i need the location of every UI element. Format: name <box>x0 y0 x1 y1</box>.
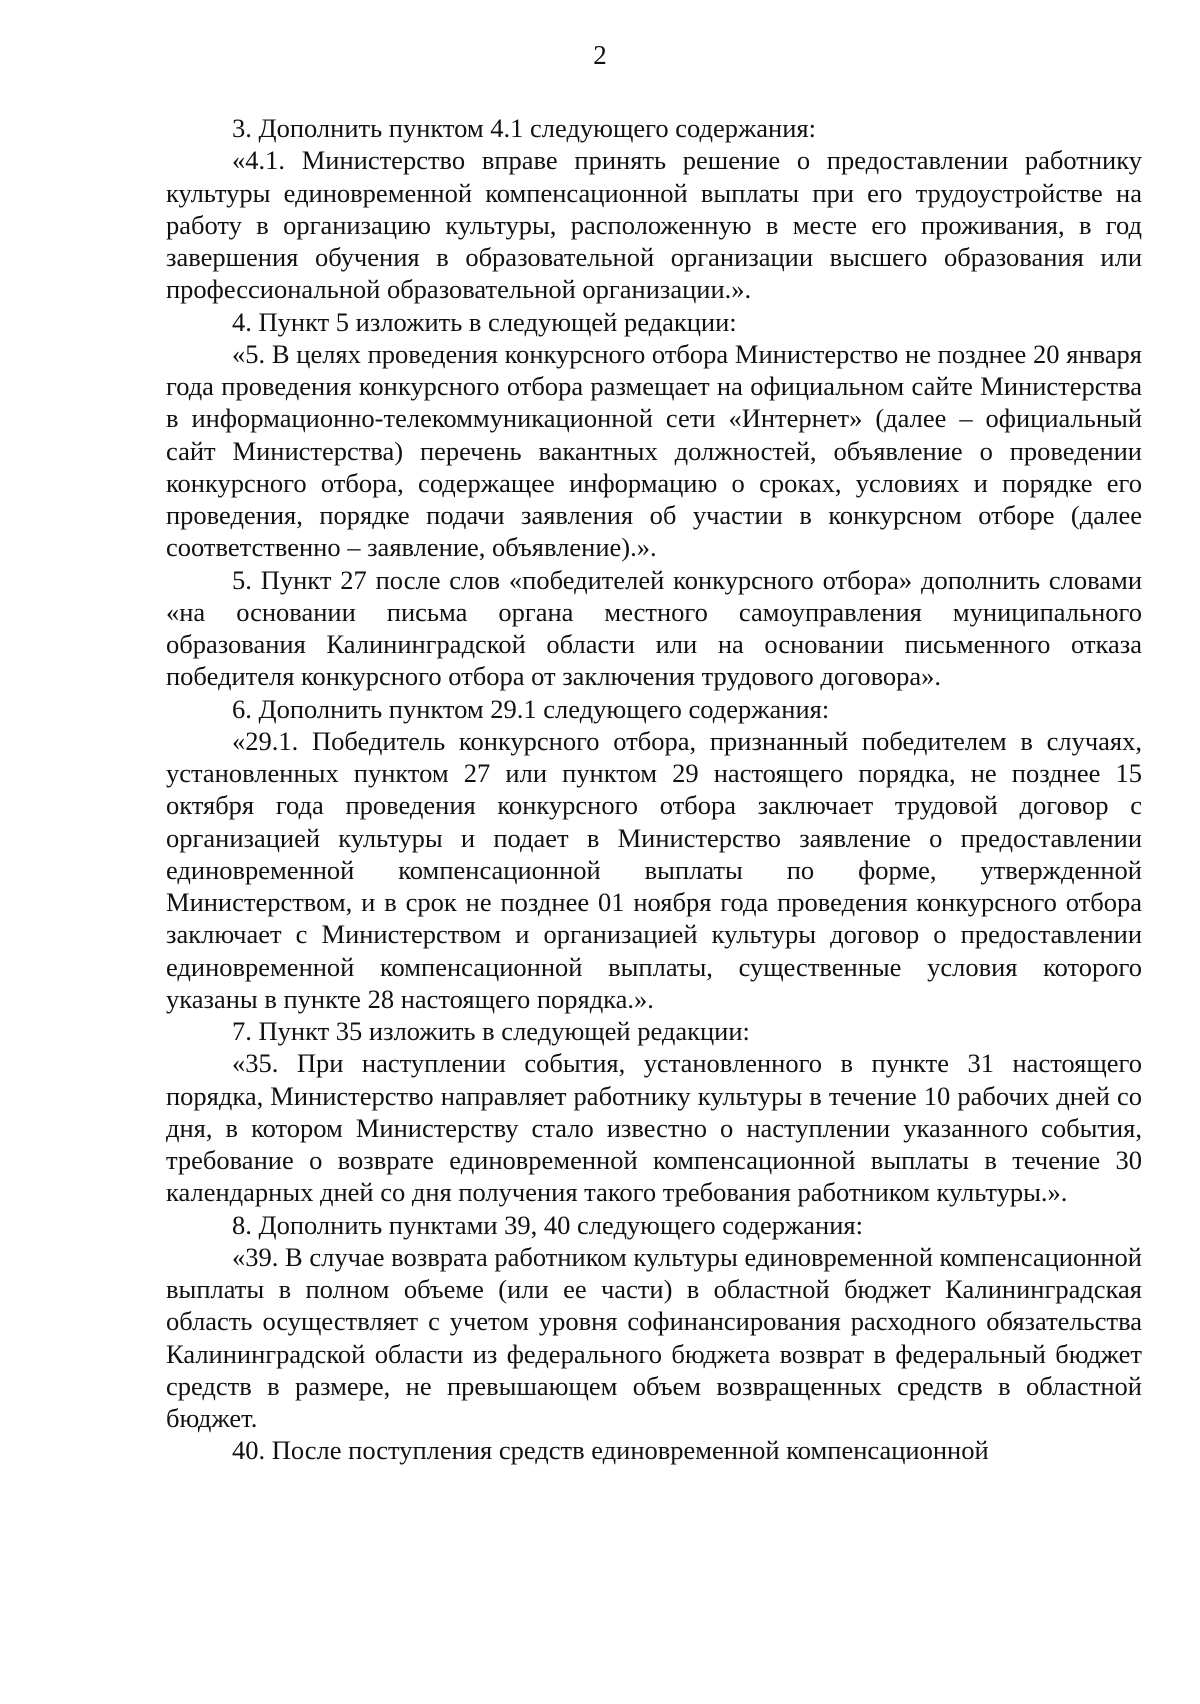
paragraph-40: 40. После поступления средств единовременной компенсационной <box>232 1435 989 1466</box>
paragraph-item-8: 8. Дополнить пунктами 39, 40 следующего содержания: <box>232 1209 863 1240</box>
document-body <box>166 112 1142 1467</box>
paragraph-39: «39. В случае возврата работником культуры единовременной компенсационной выплаты в полном объеме (или ее части) в областной бюджет Калининградская область осуществляет с учетом уровня софинансирования расходного обязательства Калининградской области из федерального бюджета возврат в федеральный бюджет средств в размере, не превышающем объем возвращенных средств в областной бюджет. <box>166 1241 1142 1433</box>
paragraph-item-5: 5. Пункт 27 после слов «победителей конкурсного отбора» дополнить словами «на основании письма органа местного самоуправления муниципального образования Калининградской области или на основании письменного отказа победителя конкурсного отбора от заключения трудового договора». <box>166 564 1142 692</box>
paragraph-item-6: 6. Дополнить пунктом 29.1 следующего содержания: <box>232 693 830 724</box>
paragraph-item-3: 3. Дополнить пунктом 4.1 следующего содержания: <box>232 113 816 143</box>
paragraph-item-4: 4. Пункт 5 изложить в следующей редакции: <box>232 306 737 337</box>
paragraph-item-7: 7. Пункт 35 изложить в следующей редакции: <box>232 1016 750 1046</box>
page-number: 2 <box>593 40 607 70</box>
paragraph-29-1: «29.1. Победитель конкурсного отбора, признанный победителем в случаях, установленных пунктом 27 или пунктом 29 настоящего порядка, не позднее 15 октября года проведения конкурсного отбора заключает трудовой договор с организацией культуры и подает в Министерство заявление о предоставлении единовременной компенсационной выплаты по форме, утвержденной Министерством, и в срок не позднее 01 ноября года проведения конкурсного отбора заключает с Министерством и организацией культуры договор о предоставлении единовременной компенсационной выплаты, существенные условия которого указаны в пункте 28 настоящего порядка.». <box>166 725 1142 1014</box>
paragraph-35: «35. При наступлении события, установленного в пункте 31 настоящего порядка, Министерство направляет работнику культуры в течение 10 рабочих дней со дня, в котором Министерству стало известно о наступлении указанного события, требование о возврате единовременной компенсационной выплаты в течение 30 календарных дней со дня получения такого требования работником культуры.». <box>166 1048 1142 1208</box>
paragraph-5: «5. В целях проведения конкурсного отбора Министерство не позднее 20 января года проведения конкурсного отбора размещает на официальном сайте Министерства в информационно-телекоммуникационной сети «Интернет» (далее – официальный сайт Министерства) перечень вакантных должностей, объявление о проведении конкурсного отбора, содержащее информацию о сроках, условиях и порядке его проведения, порядке подачи заявления об участии в конкурсном отборе (далее соответственно – заявление, объявление).». <box>166 338 1142 563</box>
paragraph-4-1: «4.1. Министерство вправе принять решение о предоставлении работнику культуры единовременной компенсационной выплаты при его трудоустройстве на работу в организацию культуры, расположенную в месте его проживания, в год завершения обучения в образовательной организации высшего образования или профессиональной образовательной организации.». <box>166 145 1142 305</box>
